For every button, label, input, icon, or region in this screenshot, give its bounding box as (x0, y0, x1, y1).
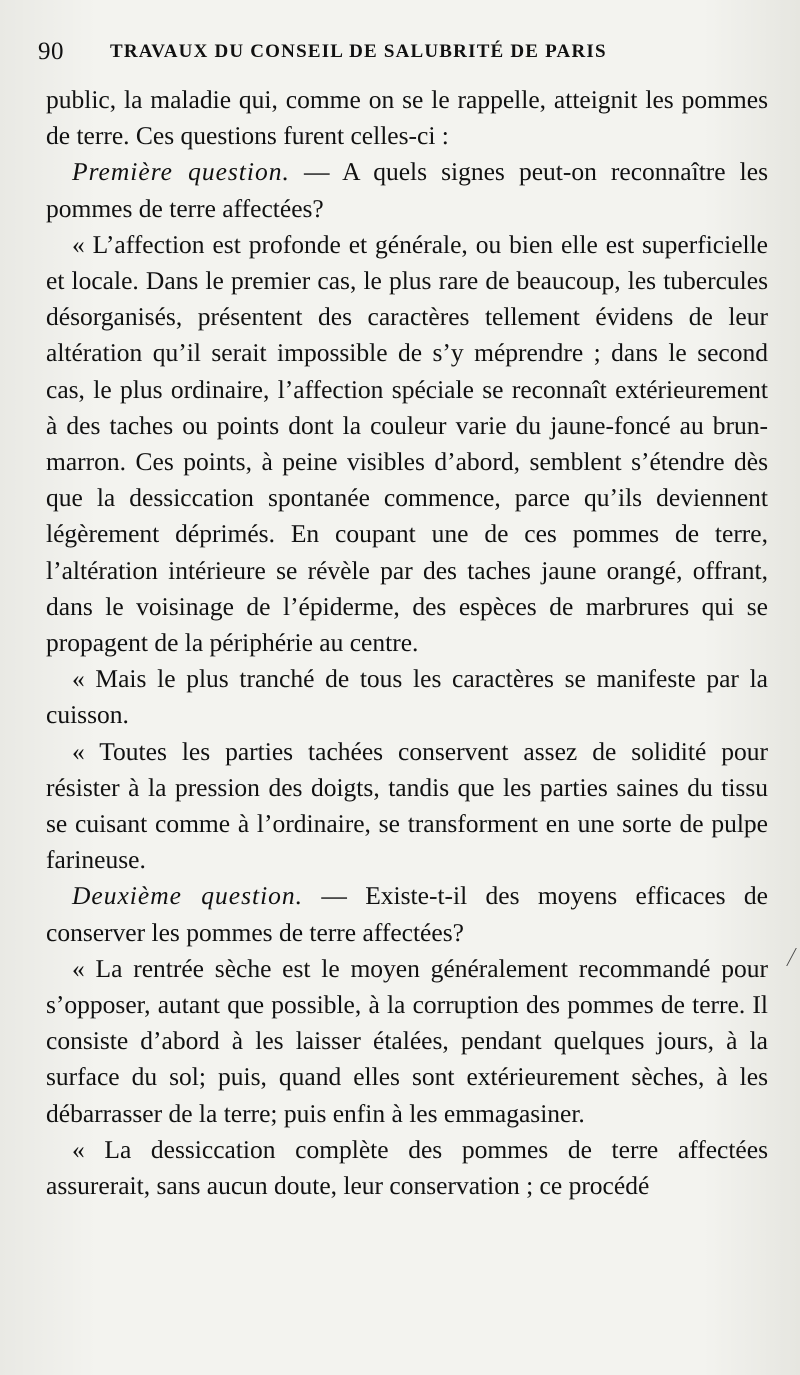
answer-paragraph-cooking (46, 661, 768, 733)
question-two (46, 878, 768, 950)
question-one-title: Première question. (72, 157, 290, 187)
paragraph-text: « L’affection est profonde et générale, ou bien elle est superficielle et locale. Dans le premier cas, le plus rare de beaucoup, les tubercules désorganisés, présentent des caractères tellement évidens de leur altération qu’il serait impossible de s’y méprendre ; dans le second cas, le plus ordinaire, l’affection spéciale se reconnaît extérieurement à des taches ou points dont la couleur varie du jaune-foncé au brun-marron. Ces points, à peine visibles d’abord, semblent s’étendre dès que la dessiccation spontanée commence, parce qu’ils deviennent légèrement déprimés. En coupant une de ces pommes de terre, l’altération intérieure se révèle par des taches jaune orangé, offrant, dans le voisinage de l’épiderme, des espèces de marbrures qui se propagent de la périphérie au centre. (46, 229, 768, 658)
answer-paragraph-desiccation (46, 1132, 768, 1204)
question-one (46, 154, 768, 226)
answer-paragraph-solidity (46, 734, 768, 879)
paragraph-text: « La rentrée sèche est le moyen généralement recommandé pour s’opposer, autant que possible, à la corruption des pommes de terre. Il consiste d’abord à les laisser étalées, pendant quelques jours, à la surface du sol; puis, quand elles sont extérieurement sèches, à les débarrasser de la terre; puis enfin à les emmagasiner. (46, 953, 768, 1128)
margin-mark (776, 948, 797, 966)
paragraph-continuation (46, 82, 768, 154)
paragraph-text: « Mais le plus tranché de tous les caractères se manifeste par la cuisson. (46, 664, 768, 730)
question-two-text: — Existe-t-il des moyens efficaces de conserver les pommes de terre affectées? (46, 881, 769, 947)
paragraph-text: « La dessiccation complète des pommes de terre affectées assurerait, sans aucun doute, leur conservation ; ce procédé (46, 1134, 768, 1201)
question-two-title: Deuxième question. (72, 881, 304, 911)
page-number: 90 (38, 38, 64, 65)
question-one-text: — A quels signes peut-on reconnaître les pommes de terre affectées? (46, 157, 768, 223)
answer-paragraph-symptoms (46, 227, 768, 661)
running-head: TRAVAUX DU CONSEIL DE SALUBRITÉ DE PARIS (110, 41, 607, 62)
paragraph-text: public, la maladie qui, comme on se le rappelle, atteignit les pommes de terre. Ces questions furent celles-ci : (46, 85, 768, 151)
page-header (38, 38, 768, 72)
answer-paragraph-storage (46, 951, 768, 1132)
paragraph-text: « Toutes les parties tachées conservent assez de solidité pour résister à la pression des doigts, tandis que les parties saines du tissu se cuisant comme à l’ordinaire, se transforment en une sorte de pulpe farineuse. (46, 736, 768, 875)
body-text (46, 82, 768, 1204)
